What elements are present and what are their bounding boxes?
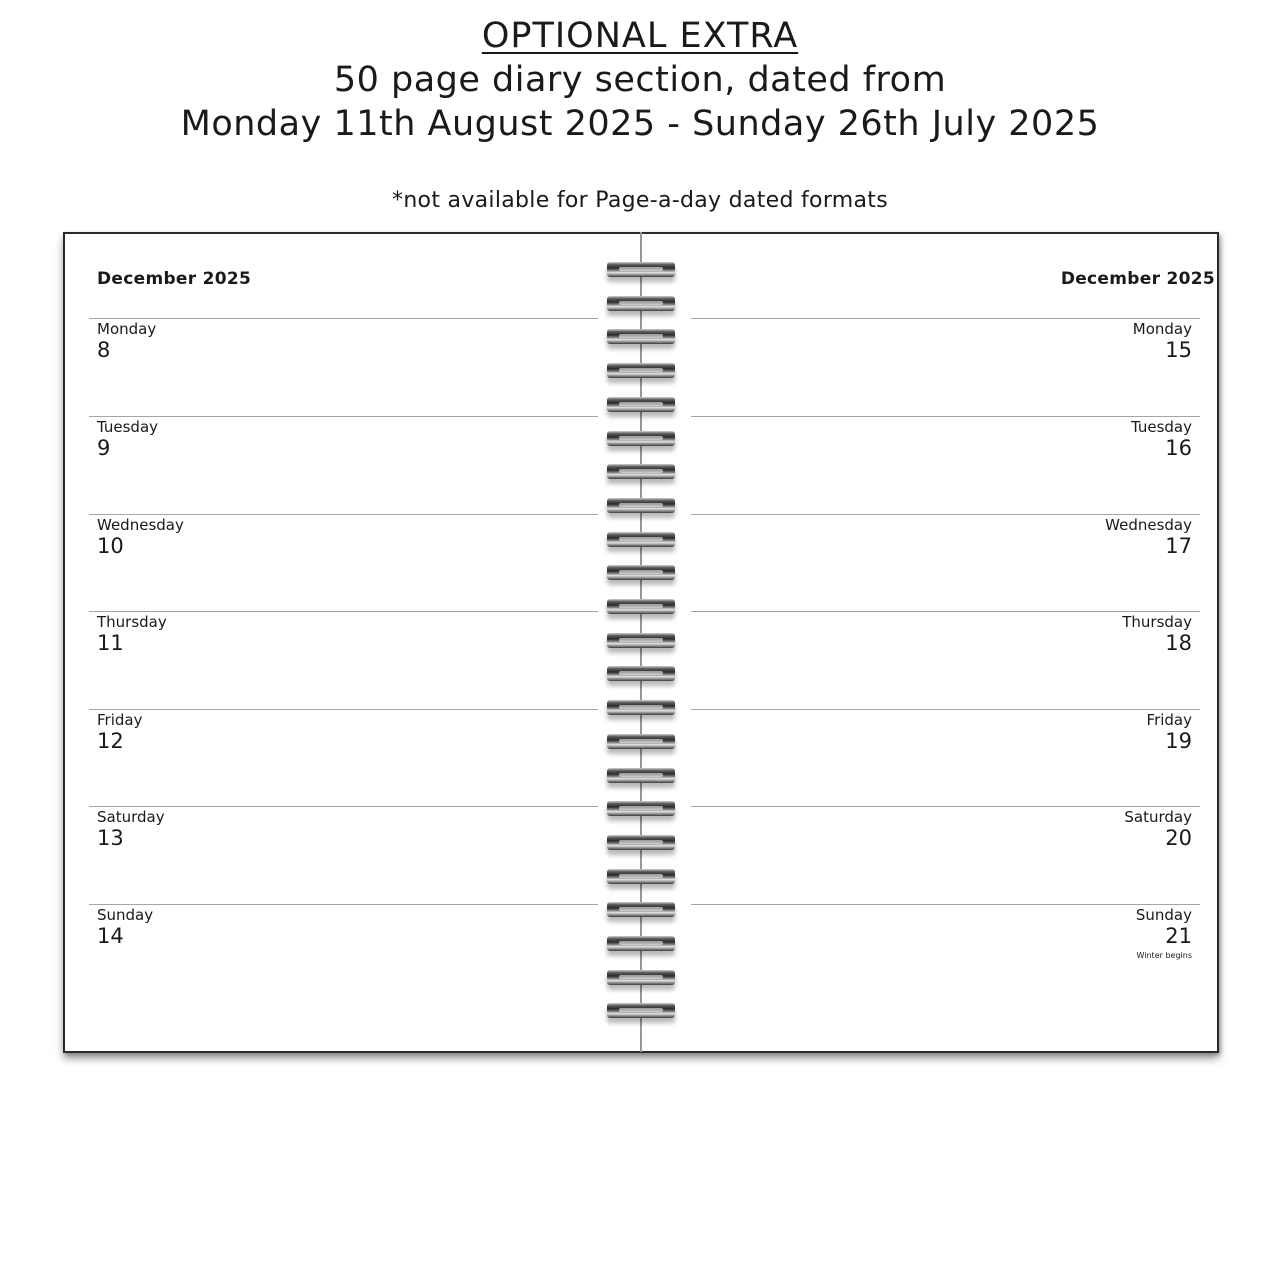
spiral-ring xyxy=(607,296,675,311)
day-block xyxy=(691,904,1200,1002)
day-name: Thursday xyxy=(97,613,167,631)
spiral-ring xyxy=(607,700,675,715)
spiral-ring xyxy=(607,970,675,985)
header-line-1: 50 page diary section, dated from xyxy=(333,60,947,100)
diary-spread xyxy=(63,232,1219,1053)
right-page xyxy=(685,234,1225,1051)
day-number: 21 xyxy=(1165,924,1192,948)
day-name: Saturday xyxy=(97,808,165,826)
spiral-ring xyxy=(607,633,675,648)
day-number: 10 xyxy=(97,534,124,558)
day-block xyxy=(89,318,598,416)
day-block xyxy=(691,514,1200,612)
right-month-heading: December 2025 xyxy=(1060,269,1215,289)
day-number: 11 xyxy=(97,631,124,655)
day-number: 13 xyxy=(97,826,124,850)
spiral-ring xyxy=(607,801,675,816)
day-block xyxy=(691,318,1200,416)
spiral-ring xyxy=(607,397,675,412)
day-name: Monday xyxy=(1132,320,1192,338)
day-block xyxy=(89,611,598,709)
day-name: Tuesday xyxy=(97,418,159,436)
day-number: 15 xyxy=(1165,338,1192,362)
spiral-ring xyxy=(607,599,675,614)
spiral-ring xyxy=(607,498,675,513)
day-number: 18 xyxy=(1165,631,1192,655)
day-name: Friday xyxy=(1146,711,1192,729)
day-name: Thursday xyxy=(1122,613,1192,631)
spiral-ring xyxy=(607,464,675,479)
day-name: Friday xyxy=(97,711,143,729)
spiral-ring xyxy=(607,936,675,951)
spiral-ring xyxy=(607,1003,675,1018)
day-block xyxy=(89,806,598,904)
spiral-ring xyxy=(607,431,675,446)
spiral-ring xyxy=(607,329,675,344)
day-number: 16 xyxy=(1165,436,1192,460)
day-block xyxy=(691,611,1200,709)
day-block xyxy=(89,416,598,514)
left-month-heading: December 2025 xyxy=(97,269,252,289)
header-line-2: Monday 11th August 2025 - Sunday 26th July 2025 xyxy=(180,104,1100,144)
day-block xyxy=(89,514,598,612)
day-number: 14 xyxy=(97,924,124,948)
spiral-ring xyxy=(607,565,675,580)
day-name: Wednesday xyxy=(1105,516,1192,534)
day-block xyxy=(89,904,598,1002)
spiral-ring xyxy=(607,262,675,277)
day-name: Saturday xyxy=(1124,808,1192,826)
spiral-ring xyxy=(607,363,675,378)
day-block xyxy=(691,806,1200,904)
spiral-ring xyxy=(607,666,675,681)
day-number: 8 xyxy=(97,338,111,362)
day-name: Sunday xyxy=(97,906,154,924)
header xyxy=(0,14,1280,146)
day-name: Wednesday xyxy=(97,516,184,534)
day-number: 9 xyxy=(97,436,111,460)
day-name: Tuesday xyxy=(1130,418,1192,436)
day-name: Sunday xyxy=(1135,906,1192,924)
day-number: 12 xyxy=(97,729,124,753)
day-number: 20 xyxy=(1165,826,1192,850)
day-name: Monday xyxy=(97,320,157,338)
day-block xyxy=(89,709,598,807)
spiral-ring xyxy=(607,532,675,547)
availability-note: *not available for Page-a-day dated formats xyxy=(392,188,888,213)
day-number: 17 xyxy=(1165,534,1192,558)
spiral-ring xyxy=(607,902,675,917)
day-block xyxy=(691,416,1200,514)
day-event-note: Winter begins xyxy=(1136,951,1192,960)
spiral-ring xyxy=(607,869,675,884)
day-block xyxy=(691,709,1200,807)
spiral-ring xyxy=(607,835,675,850)
spiral-ring xyxy=(607,734,675,749)
spiral-ring xyxy=(607,768,675,783)
day-number: 19 xyxy=(1165,729,1192,753)
header-title: OPTIONAL EXTRA xyxy=(481,16,799,56)
left-page xyxy=(65,234,605,1051)
